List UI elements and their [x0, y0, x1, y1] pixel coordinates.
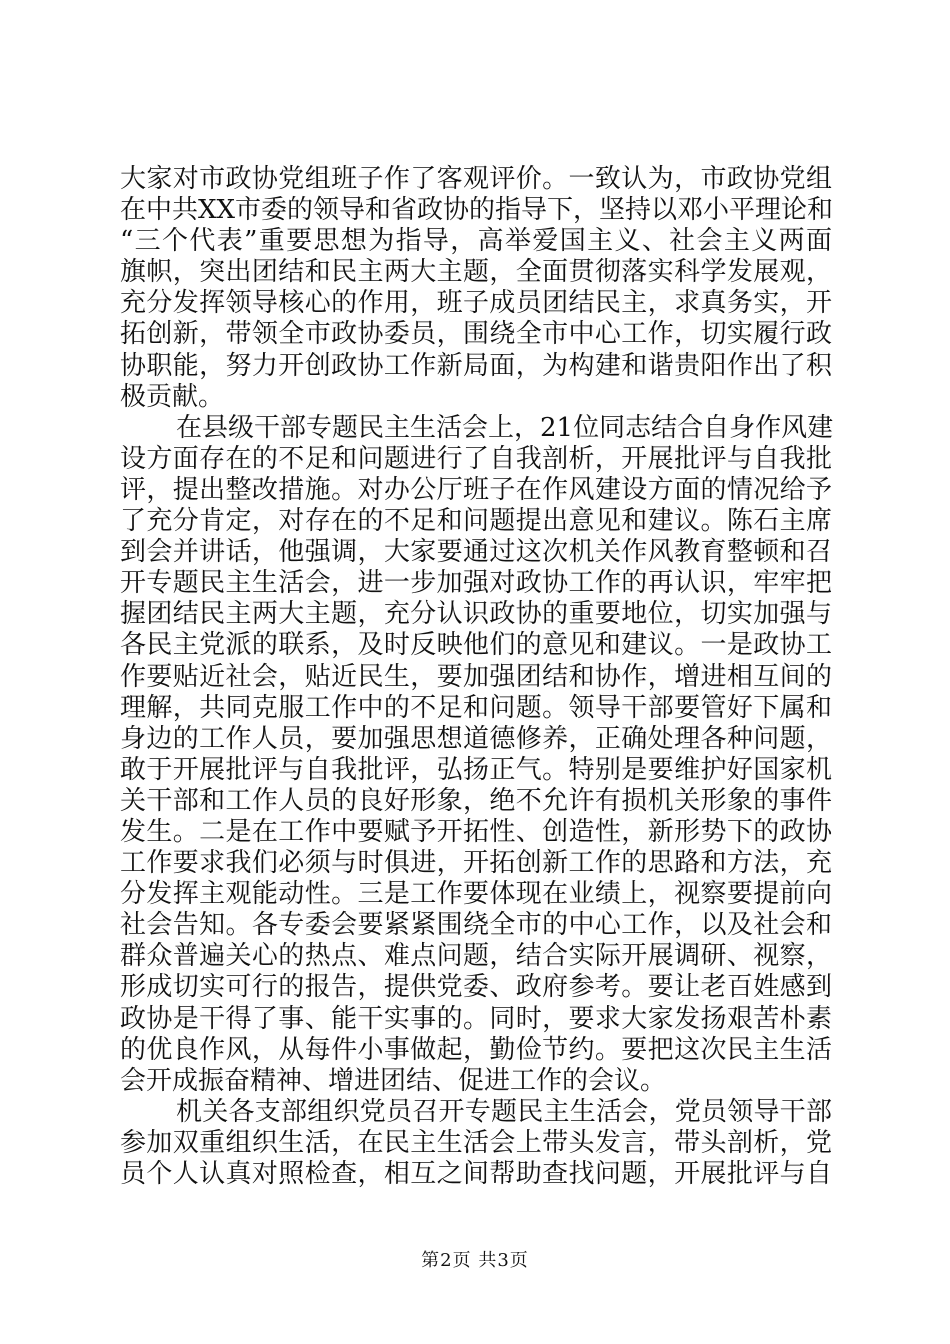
text-line: 评，提出整改措施。对办公厅班子在作风建设方面的情况给予	[120, 474, 832, 505]
text-line: 在县级干部专题民主生活会上，21位同志结合自身作风建	[176, 412, 834, 443]
text-line: 身边的工作人员，要加强思想道德修养，正确处理各种问题，	[120, 723, 832, 754]
paragraph	[120, 164, 832, 413]
text-line: 作要贴近社会，贴近民生，要加强团结和协作，增进相互间的	[120, 661, 832, 692]
text-line: 工作要求我们必须与时俱进，开拓创新工作的思路和方法，充	[120, 848, 832, 879]
text-line: 旗帜，突出团结和民主两大主题，全面贯彻落实科学发展观，	[120, 257, 832, 288]
text-line: 分发挥主观能动性。三是工作要体现在业绩上，视察要提前向	[120, 879, 832, 910]
text-line: 了充分肯定，对存在的不足和问题提出意见和建议。陈石主席	[120, 506, 832, 537]
text-line: 设方面存在的不足和问题进行了自我剖析，开展批评与自我批	[120, 443, 832, 474]
text-line: 社会告知。各专委会要紧紧围绕全市的中心工作，以及社会和	[120, 910, 832, 941]
text-line: 在中共XX市委的领导和省政协的指导下，坚持以邓小平理论和	[120, 195, 834, 226]
text-line: 群众普遍关心的热点、难点问题，结合实际开展调研、视察，	[120, 941, 832, 972]
text-line: 拓创新，带领全市政协委员，围绕全市中心工作，切实履行政	[120, 319, 832, 350]
text-line: 极贡献。	[120, 381, 225, 412]
text-line: 参加双重组织生活，在民主生活会上带头发言，带头剖析，党	[120, 1127, 832, 1158]
document-body	[120, 164, 832, 1190]
text-line: 理解，共同克服工作中的不足和问题。领导干部要管好下属和	[120, 692, 832, 723]
text-line: 发生。二是在工作中要赋予开拓性、创造性，新形势下的政协	[120, 816, 832, 847]
text-line: 形成切实可行的报告，提供党委、政府参考。要让老百姓感到	[120, 972, 832, 1003]
text-line: “三个代表”重要思想为指导，高举爱国主义、社会主义两面	[120, 226, 832, 257]
text-line: 开专题民主生活会，进一步加强对政协工作的再认识，牢牢把	[120, 568, 832, 599]
paragraph	[120, 1097, 832, 1190]
text-line: 关干部和工作人员的良好形象，绝不允许有损机关形象的事件	[120, 785, 832, 816]
text-line: 会开成振奋精神、增进团结、促进工作的会议。	[120, 1065, 667, 1096]
text-line: 到会并讲话，他强调，大家要通过这次机关作风教育整顿和召	[120, 537, 832, 568]
text-line: 员个人认真对照检查，相互之间帮助查找问题，开展批评与自	[120, 1159, 832, 1189]
text-line: 的优良作风，从每件小事做起，勤俭节约。要把这次民主生活	[120, 1034, 832, 1065]
page-footer: 第2页 共3页	[421, 1250, 529, 1271]
text-line: 充分发挥领导核心的作用，班子成员团结民主，求真务实，开	[120, 288, 832, 319]
text-line: 各民主党派的联系，及时反映他们的意见和建议。一是政协工	[120, 630, 832, 661]
text-line: 大家对市政协党组班子作了客观评价。一致认为，市政协党组	[120, 164, 832, 194]
text-line: 握团结民主两大主题，充分认识政协的重要地位，切实加强与	[120, 599, 832, 630]
paragraph	[120, 413, 832, 1097]
text-line: 敢于开展批评与自我批评，弘扬正气。特别是要维护好国家机	[120, 754, 832, 785]
text-line: 机关各支部组织党员召开专题民主生活会，党员领导干部	[176, 1096, 832, 1127]
text-line: 政协是干得了事、能干实事的。同时，要求大家发扬艰苦朴素	[120, 1003, 832, 1034]
text-line: 协职能，努力开创政协工作新局面，为构建和谐贵阳作出了积	[120, 350, 832, 381]
